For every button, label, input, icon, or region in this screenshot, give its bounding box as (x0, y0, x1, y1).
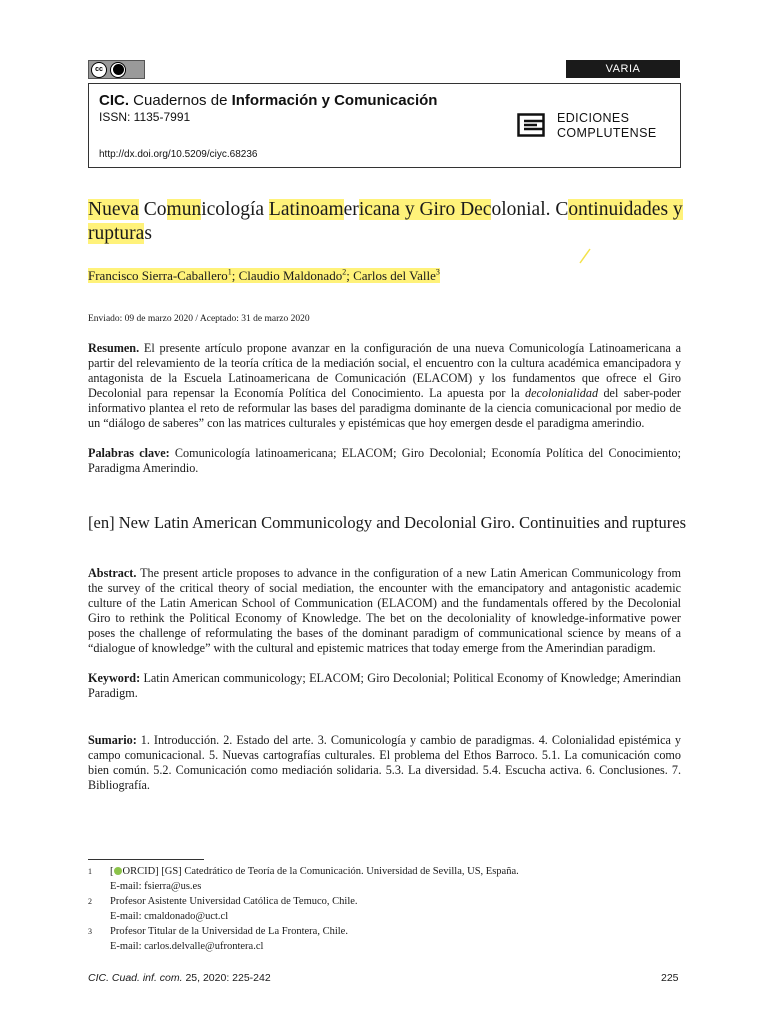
palabras-clave: Palabras clave: Comunicología latinoamericana; ELACOM; Giro Decolonial; Economía Política del Conocimiento; Paradigma Amerindio. (88, 446, 681, 475)
keywords: Keyword: Latin American communicology; ELACOM; Giro Decolonial; Political Economy of Knowledge; Amerindian Paradigm. (88, 671, 681, 700)
orcid-link[interactable]: ORCID (122, 866, 156, 877)
publisher-name: EDICIONES COMPLUTENSE (557, 111, 657, 140)
journal-header (88, 83, 681, 168)
title-segment: icología (201, 199, 269, 220)
author-1-first: Francisco (88, 268, 139, 284)
english-title: [en] New Latin American Communicology and Decolonial Giro. Continuities and ruptures (88, 513, 686, 532)
doi-link[interactable]: http://dx.doi.org/10.5209/ciyc.68236 (99, 149, 258, 160)
author-2: Claudio Maldonado (238, 268, 343, 284)
footnote-divider (88, 859, 204, 860)
author-list: Francisco Sierra-Caballero$^1$; Claudio Maldonado$^2$; Carlos del Valle$^3$ (88, 268, 440, 284)
page-number: 225 (661, 972, 679, 984)
issn: ISSN: 1135-7991 (99, 110, 191, 124)
attribution-icon (110, 62, 126, 78)
title-segment: mun (166, 199, 202, 220)
submission-dates: Enviado: 09 de marzo 2020 / Aceptado: 31 de marzo 2020 (88, 314, 310, 324)
title-segment: Nueva (88, 199, 139, 220)
sumario-paragraph: Sumario: 1. Introducción. 2. Estado del arte. 3. Comunicología y cambio de paradigmas. 4. Colonialidad epistémica y campo comunicacional. 5. Nuevas cartografías culturales. El problema del Ethos Barroco. 5.1. La comunicación como bien común. 5.2. Comunicación como mediación solidaria. 5.3. La diversidad. 5.4. Escucha activa. 6. Conclusiones. 7. Bibliografía. (88, 733, 681, 792)
article-title (88, 198, 688, 246)
footnote-email[interactable]: E-mail: carlos.delvalle@ufrontera.cl (110, 941, 264, 952)
footnote-email[interactable]: E-mail: cmaldonado@uct.cl (110, 911, 229, 922)
running-footer: CIC. Cuad. inf. com. 25, 2020: 225-242 (88, 972, 271, 984)
author-3: Carlos del Valle (353, 268, 436, 284)
cc-icon: cc (91, 62, 107, 78)
highlight-mark (578, 247, 592, 265)
title-segment: er (343, 199, 359, 220)
footnote-email[interactable]: E-mail: fsierra@us.es (110, 881, 202, 892)
abstract-paragraph: Abstract. The present article proposes to advance in the configuration of a new Latin American Communicology from the survey of the critical theory of social mediation, the encounter with the emancipatory and antagonistic academic culture of the Latin American School of Communication (ELACOM) and the fundamentals offered by the Decolonial Giro to rethink the Political Economy of Knowledge. The bet on the decoloniality of knowledge-informative power poses the challenge of reformulating the bases of the dominant paradigm of communicational science by means of a “dialogue of knowledge” with the cultural and epistemic matrices that today emerge from the Amerindian paradigm. (88, 566, 681, 655)
title-segment: icana y Giro Dec (358, 199, 492, 220)
google-scholar-link[interactable]: GS (164, 866, 179, 877)
title-segment: Co (138, 199, 167, 220)
title-segment: Latinoam (268, 199, 344, 220)
publisher-logo-icon (517, 113, 545, 137)
title-segment: ontinuidades y ruptura (88, 199, 683, 244)
section-label: VARIA (566, 60, 680, 78)
title-segment: s (144, 223, 152, 244)
title-segment: olonial. C (491, 199, 569, 220)
resumen-paragraph: Resumen. El presente artículo propone avanzar en la configuración de una nueva Comunicología Latinoamericana a partir del relevamiento de la teoría crítica de la mediación social, el encuentro con la cultura académica emancipadora y antagonista de la Escuela Latinoamericana de Comunicación (ELACOM) y los fundamentos que ofrece el Giro Decolonial para repensar la Economía Política del Conocimiento. La apuesta por la decolonialidad del saber-poder informativo plantea el reto de reformular las bases del paradigma dominante de la ciencia comunicacional por medio de un “diálogo de saberes” con las matrices culturales y epistémicas que hoy emergen desde el paradigma amerindio. (88, 341, 681, 430)
journal-title: CIC. Cuadernos de Información y Comunicación (99, 92, 438, 109)
author-1-surname: Sierra-Caballero (138, 268, 228, 284)
orcid-icon (114, 867, 122, 875)
cc-license-badge[interactable] (88, 60, 145, 79)
